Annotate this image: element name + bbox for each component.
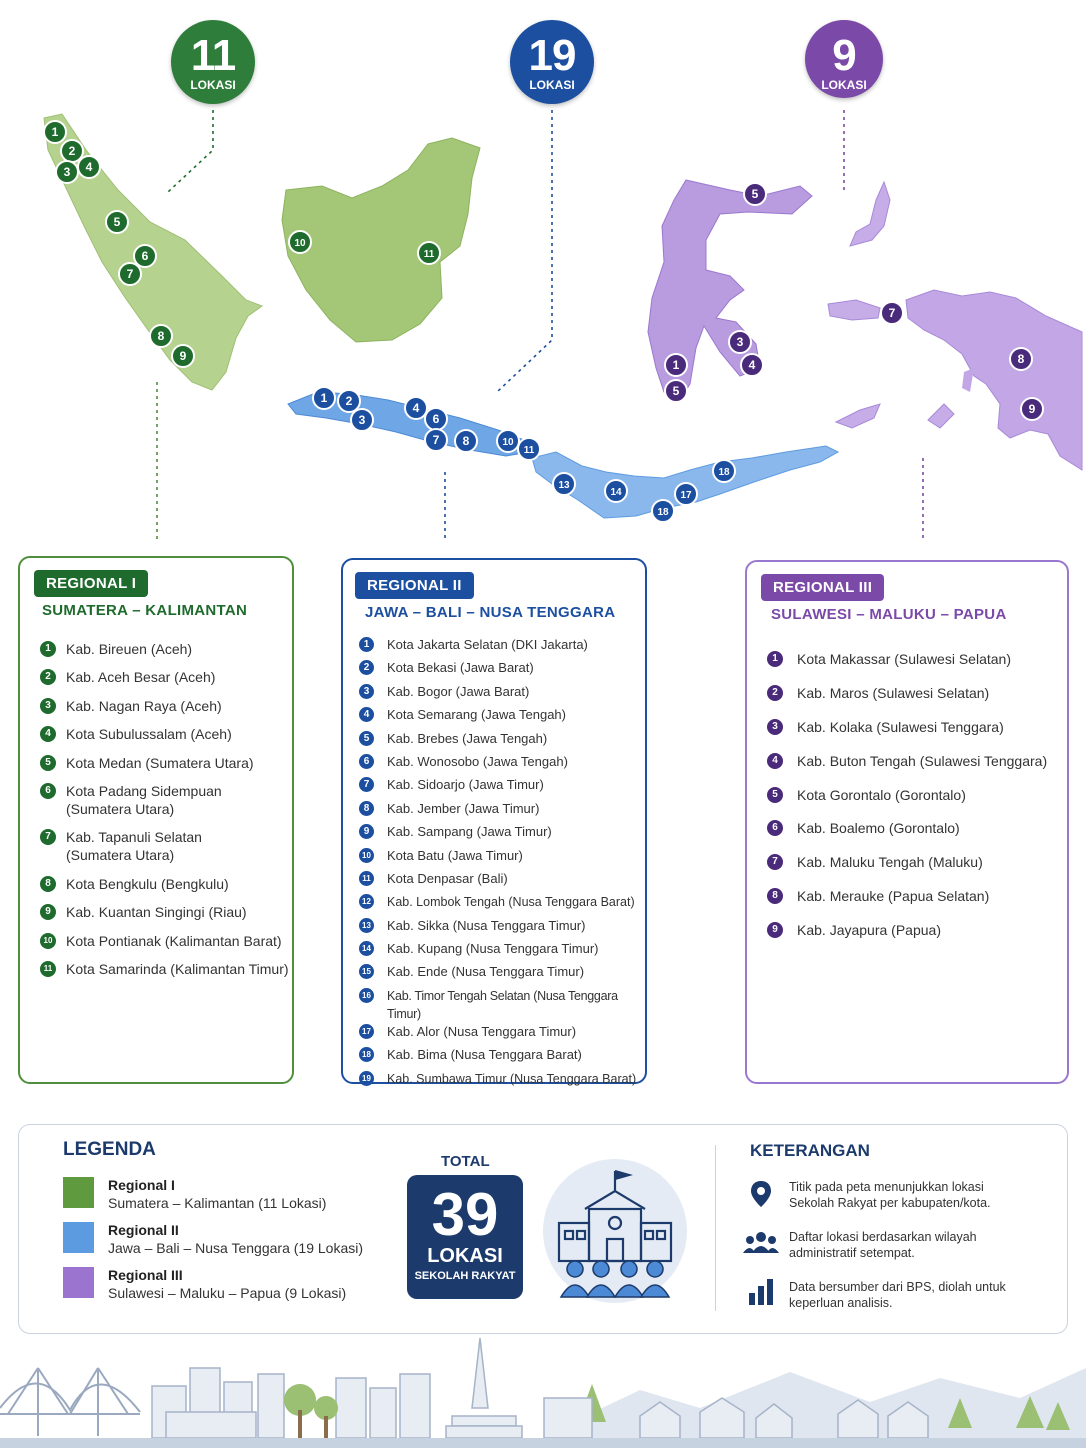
map-marker-label: 9 [1028, 402, 1036, 416]
location-item [359, 636, 645, 659]
location-number-badge: 10 [359, 848, 374, 863]
location-name: Kota Gorontalo (Gorontalo) [797, 786, 966, 803]
location-name: Kab. Lombok Tengah (Nusa Tenggara Barat) [387, 895, 635, 910]
location-item [359, 1070, 645, 1093]
location-number-badge: 1 [767, 651, 783, 667]
location-name: Kab. Kupang (Nusa Tenggara Timur) [387, 941, 599, 957]
location-number-badge: 15 [359, 964, 374, 979]
regional-2-card [341, 558, 647, 1084]
location-item [359, 987, 645, 1023]
map-marker-label: 4 [748, 358, 756, 372]
location-item [359, 753, 645, 776]
map-marker-regional3 [741, 354, 763, 376]
leader-line-regional-1 [168, 110, 213, 192]
nusa-tenggara-islands [532, 446, 838, 518]
location-number-badge: 10 [40, 933, 56, 949]
location-name: Kab. Sampang (Jawa Timur) [387, 824, 552, 840]
location-number-badge: 6 [767, 820, 783, 836]
location-item [40, 960, 290, 988]
map-marker-regional3 [665, 354, 687, 376]
map-marker-regional1 [150, 325, 172, 347]
location-name: Kab. Kolaka (Sulawesi Tenggara) [797, 718, 1004, 735]
location-name: Kab. Maluku Tengah (Maluku) [797, 854, 983, 871]
regional-tag: REGIONAL I [34, 570, 148, 597]
location-number-badge: 8 [359, 801, 374, 816]
map-marker-label: 9 [179, 349, 187, 363]
map-marker-label: 3 [63, 165, 71, 179]
location-item [40, 932, 290, 960]
location-item [40, 903, 290, 931]
map-marker-regional2 [455, 430, 477, 452]
regional-3-card [745, 560, 1069, 1084]
map-marker-regional1 [106, 211, 128, 233]
map-marker-label: 7 [432, 433, 440, 447]
total-number: 39 [431, 1181, 499, 1248]
location-item [40, 875, 290, 903]
regional-tag: REGIONAL III [761, 574, 884, 601]
location-item [40, 668, 290, 696]
location-name: Kab. Boalemo (Gorontalo) [797, 820, 960, 837]
count-number: 19 [528, 31, 576, 80]
map-marker-regional2 [713, 460, 735, 482]
leader-line-regional-2 [497, 110, 552, 392]
map-marker-regional1 [119, 263, 141, 285]
location-item [359, 659, 645, 682]
map-marker-label: 13 [558, 480, 570, 491]
count-label: LOKASI [529, 78, 575, 92]
location-item [359, 940, 645, 963]
location-item [359, 963, 645, 986]
map-marker-regional2 [497, 430, 519, 452]
map-marker-label: 1 [672, 358, 680, 372]
legend-heading: LEGENDA [63, 1139, 156, 1160]
location-number-badge: 8 [767, 888, 783, 904]
location-item [40, 754, 290, 782]
map-marker-label: 1 [320, 391, 328, 405]
location-list [40, 640, 290, 988]
map-marker-regional2 [338, 390, 360, 412]
keterangan-text: Titik pada peta menunjukkan lokasi Sekolah Rakyat per kabupaten/kota. [789, 1180, 991, 1210]
location-number-badge: 14 [359, 941, 374, 956]
location-item [40, 640, 290, 668]
location-number-badge: 19 [359, 1071, 374, 1086]
map-marker-label: 10 [294, 238, 306, 249]
map-marker-label: 4 [412, 401, 420, 415]
location-item [359, 893, 645, 916]
location-name: Kab. Kuantan Singingi (Riau) [66, 904, 247, 921]
location-name: Kota Jakarta Selatan (DKI Jakarta) [387, 637, 588, 652]
location-name: Kab. Ende (Nusa Tenggara Timur) [387, 964, 585, 980]
legend-title: Regional II [108, 1222, 179, 1238]
legend-title: Regional I [108, 1177, 175, 1193]
map-marker-label: 7 [126, 267, 134, 281]
location-name: Kota Padang Sidempuan [66, 782, 222, 799]
map-marker-regional1 [289, 231, 311, 253]
location-item [359, 1046, 645, 1069]
location-name: Kab. Wonosobo (Jawa Tengah) [387, 753, 568, 769]
map-marker-regional1 [78, 156, 100, 178]
location-number-badge: 12 [359, 894, 374, 909]
total-unit: LOKASI [427, 1245, 503, 1267]
map-marker-label: 11 [423, 249, 435, 260]
location-number-badge: 1 [359, 637, 374, 652]
map-marker-regional1 [172, 345, 194, 367]
map-marker-regional3 [881, 302, 903, 324]
location-item [767, 718, 1067, 752]
location-item [359, 870, 645, 893]
location-item [767, 786, 1067, 820]
legend-desc: Jawa – Bali – Nusa Tenggara (19 Lokasi) [108, 1240, 364, 1256]
map-marker-label: 14 [610, 487, 622, 498]
location-name: Kab. Brebes (Jawa Tengah) [387, 730, 548, 746]
regional-subtitle: SULAWESI – MALUKU – PAPUA [771, 606, 1007, 623]
location-number-badge: 3 [767, 719, 783, 735]
map-marker-regional3 [665, 380, 687, 402]
location-number-badge: 17 [359, 1024, 374, 1039]
location-number-badge: 13 [359, 918, 374, 933]
location-name: Kab. Tapanuli Selatan [66, 829, 202, 846]
regional-2-count-badge [510, 20, 594, 104]
location-item [359, 847, 645, 870]
map-marker-regional2 [553, 473, 575, 495]
location-number-badge: 9 [40, 904, 56, 920]
location-item [767, 921, 1067, 955]
location-number-badge: 8 [40, 876, 56, 892]
map-marker-label: 4 [85, 160, 93, 174]
location-name: Kab. Sidoarjo (Jawa Timur) [387, 777, 544, 793]
location-name: Kota Pontianak (Kalimantan Barat) [66, 932, 282, 949]
location-item [359, 800, 645, 823]
location-item [359, 917, 645, 940]
location-item [767, 819, 1067, 853]
legend-desc: Sulawesi – Maluku – Papua (9 Lokasi) [108, 1285, 347, 1301]
location-item [359, 683, 645, 706]
legend-title: Regional III [108, 1267, 183, 1283]
map-marker-label: 5 [751, 187, 759, 201]
count-number: 11 [190, 31, 236, 80]
count-label: LOKASI [821, 78, 867, 92]
school-building-icon [541, 1157, 689, 1305]
map-marker-regional1 [44, 121, 66, 143]
divider [715, 1145, 716, 1311]
map-marker-label: 1 [51, 125, 59, 139]
map-marker-regional2 [652, 500, 674, 522]
people-icon [743, 1231, 779, 1255]
total-label: TOTAL [441, 1153, 490, 1170]
location-number-badge: 11 [359, 871, 374, 886]
location-name: Kab. Jember (Jawa Timur) [387, 800, 540, 816]
map-marker-regional1 [418, 242, 440, 264]
location-list [359, 636, 645, 1093]
location-name: Kab. Buton Tengah (Sulawesi Tenggara) [797, 752, 1048, 769]
map-marker-label: 5 [672, 384, 680, 398]
location-number-badge: 11 [40, 961, 56, 977]
location-item [40, 782, 290, 828]
map-marker-regional2 [518, 438, 540, 460]
location-name: Kota Samarinda (Kalimantan Timur) [66, 960, 289, 977]
keterangan-heading: KETERANGAN [750, 1141, 870, 1160]
location-number-badge: 2 [359, 660, 374, 675]
location-number-badge: 4 [767, 753, 783, 769]
location-name: Kab. Maros (Sulawesi Selatan) [797, 684, 990, 701]
location-name: Kota Semarang (Jawa Tengah) [387, 707, 566, 723]
location-number-badge: 4 [359, 707, 374, 722]
location-number-badge: 7 [359, 777, 374, 792]
map-marker-label: 2 [345, 394, 353, 408]
location-name: Kota Medan (Sumatera Utara) [66, 754, 254, 771]
map-marker-regional2 [313, 387, 335, 409]
location-number-badge: 2 [767, 685, 783, 701]
location-number-badge: 4 [40, 726, 56, 742]
location-name: Kab. Aceh Besar (Aceh) [66, 669, 216, 686]
map-marker-regional2 [605, 480, 627, 502]
map-marker-label: 8 [462, 434, 470, 448]
location-name: Kab. Bogor (Jawa Barat) [387, 683, 530, 699]
location-number-badge: 16 [359, 988, 374, 1003]
location-pin-icon [749, 1179, 773, 1209]
map-marker-regional1 [56, 161, 78, 183]
map-marker-regional2 [425, 429, 447, 451]
location-name: Kota Batu (Jawa Timur) [387, 847, 523, 863]
location-name-line2: (Sumatera Utara) [66, 800, 175, 817]
location-name: Kota Subulussalam (Aceh) [66, 726, 232, 743]
map-marker-regional2 [351, 409, 373, 431]
location-name: Kota Bekasi (Jawa Barat) [387, 660, 534, 676]
location-name: Kota Denpasar (Bali) [387, 870, 508, 886]
regional-1-swatch [63, 1177, 94, 1208]
location-number-badge: 3 [359, 684, 374, 699]
map-marker-label: 11 [523, 445, 535, 456]
location-number-badge: 18 [359, 1047, 374, 1062]
regional-3-count-badge [805, 20, 883, 98]
location-name: Kab. Bireuen (Aceh) [66, 641, 193, 657]
location-number-badge: 6 [359, 754, 374, 769]
map-marker-label: 8 [157, 329, 165, 343]
location-name: Kab. Merauke (Papua Selatan) [797, 888, 990, 905]
location-item [767, 684, 1067, 718]
papua-island [906, 290, 1082, 470]
total-badge [407, 1175, 523, 1299]
city-skyline-illustration [0, 1328, 1086, 1448]
location-number-badge: 5 [359, 731, 374, 746]
location-name: Kab. Nagan Raya (Aceh) [66, 697, 222, 714]
location-item [767, 853, 1067, 887]
map-marker-label: 6 [432, 412, 440, 426]
map-marker-regional3 [729, 331, 751, 353]
location-number-badge: 3 [40, 698, 56, 714]
map-marker-regional1 [61, 140, 83, 162]
map-marker-regional1 [134, 245, 156, 267]
location-number-badge: 7 [767, 854, 783, 870]
map-marker-label: 8 [1017, 352, 1025, 366]
location-name: Kab. Bima (Nusa Tenggara Barat) [387, 1047, 582, 1063]
map-marker-label: 17 [680, 490, 692, 501]
keterangan-text: Data bersumber dari BPS, diolah untuk keperluan analisis. [789, 1280, 1006, 1310]
map-marker-regional2 [425, 408, 447, 430]
regional-1-card [18, 556, 294, 1084]
location-name: Kab. Sikka (Nusa Tenggara Timur) [387, 917, 586, 933]
location-number-badge: 5 [767, 787, 783, 803]
location-name: Kab. Alor (Nusa Tenggara Timur) [387, 1023, 577, 1039]
map-marker-label: 3 [736, 335, 744, 349]
map-marker-label: 6 [141, 249, 149, 263]
location-item [359, 1023, 645, 1046]
location-number-badge: 5 [40, 755, 56, 771]
location-item [359, 706, 645, 729]
legend-panel [18, 1124, 1068, 1334]
map-marker-regional3 [1010, 348, 1032, 370]
count-number: 9 [832, 31, 856, 80]
location-name: Kab. Timor Tengah Selatan (Nusa Tenggara Timur) [387, 988, 618, 1021]
map-marker-label: 7 [888, 306, 896, 320]
location-name: Kota Bengkulu (Bengkulu) [66, 875, 229, 892]
location-number-badge: 1 [40, 641, 56, 657]
location-name: Kab. Sumbawa Timur (Nusa Tenggara Barat) [387, 1071, 637, 1086]
total-caption: SEKOLAH RAKYAT [414, 1270, 516, 1282]
bar-chart-icon [747, 1277, 775, 1305]
regional-2-swatch [63, 1222, 94, 1253]
map-marker-label: 18 [657, 507, 669, 518]
map-marker-label: 3 [358, 413, 366, 427]
location-item [40, 697, 290, 725]
location-name: Kab. Jayapura (Papua) [797, 922, 941, 939]
map-marker-regional3 [744, 183, 766, 205]
map-marker-label: 5 [113, 215, 121, 229]
location-item [40, 725, 290, 753]
map-marker-label: 18 [718, 467, 730, 478]
map-marker-label: 2 [68, 144, 76, 158]
regional-3-swatch [63, 1267, 94, 1298]
regional-tag: REGIONAL II [355, 572, 474, 599]
location-number-badge: 7 [40, 829, 56, 845]
regional-subtitle: SUMATERA – KALIMANTAN [42, 602, 248, 619]
location-name-line2: (Sumatera Utara) [66, 847, 175, 864]
location-item [767, 650, 1067, 684]
map-marker-regional2 [405, 397, 427, 419]
regional-1-count-badge [171, 20, 255, 104]
legend-desc: Sumatera – Kalimantan (11 Lokasi) [108, 1195, 327, 1211]
keterangan-text: Daftar lokasi berdasarkan wilayah administratif setempat. [789, 1230, 977, 1260]
map-marker-regional3 [1021, 398, 1043, 420]
location-item [767, 752, 1067, 786]
regional-subtitle: JAWA – BALI – NUSA TENGGARA [365, 604, 616, 621]
count-label: LOKASI [190, 78, 236, 92]
location-item [359, 776, 645, 799]
location-list [767, 650, 1067, 955]
location-item [767, 887, 1067, 921]
location-item [40, 828, 290, 874]
location-name: Kota Makassar (Sulawesi Selatan) [797, 651, 1011, 667]
location-item [359, 823, 645, 846]
location-number-badge: 9 [359, 824, 374, 839]
map-marker-regional2 [675, 483, 697, 505]
location-number-badge: 9 [767, 922, 783, 938]
location-number-badge: 2 [40, 669, 56, 685]
map-marker-label: 10 [502, 437, 514, 448]
location-item [359, 730, 645, 753]
seram-island [962, 368, 974, 392]
location-number-badge: 6 [40, 783, 56, 799]
